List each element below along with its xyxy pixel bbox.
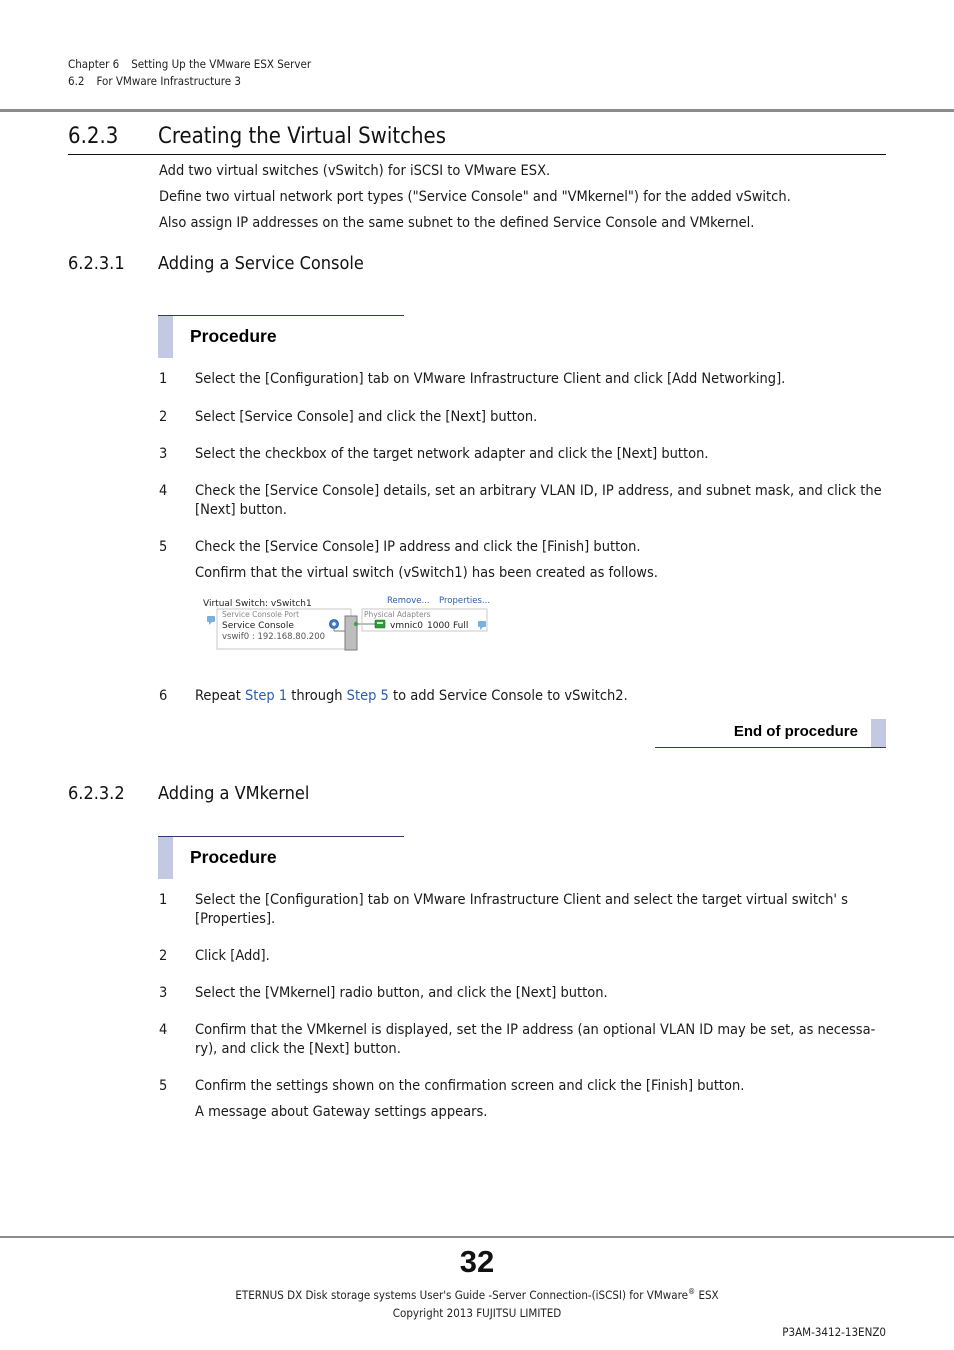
running-header-section: 6.2 For VMware Infrastructure 3 [68, 74, 241, 88]
vswitch-screenshot [199, 592, 491, 654]
port-name: Service Console [222, 621, 294, 631]
intro-paragraph-1: Add two virtual switches (vSwitch) for iSCSI to VMware ESX. [159, 163, 551, 179]
section-number: 6.2.3 [68, 124, 119, 149]
end-of-procedure-label: End of procedure [733, 723, 858, 740]
intro-paragraph-2: Define two virtual network port types ("Service Console" and "VMkernel") for the added vSwitch. [159, 189, 791, 205]
footer-copyright: Copyright 2013 FUJITSU LIMITED [392, 1306, 562, 1320]
remove-link[interactable]: Remove... [387, 596, 430, 606]
step-1-link[interactable]: Step 1 [245, 688, 288, 704]
header-rule [0, 109, 954, 112]
procedure-label: Procedure [190, 847, 277, 867]
section-title: Creating the Virtual Switches [158, 124, 447, 149]
footer-rule [0, 1236, 954, 1238]
running-header-chapter: Chapter 6 Setting Up the VMware ESX Server [68, 57, 312, 71]
link-status-dot [354, 622, 358, 626]
nic-duplex: Full [453, 621, 469, 631]
nic-name: vmnic0 [390, 621, 423, 631]
procedure-label: Procedure [190, 326, 277, 346]
comment-icon [207, 616, 215, 625]
intro-paragraph-3: Also assign IP addresses on the same subnet to the defined Service Console and VMkernel. [159, 215, 755, 231]
vswif-address: vswif0 : 192.168.80.200 [222, 632, 326, 642]
end-of-procedure [655, 719, 886, 748]
footer-guide-title: ETERNUS DX Disk storage systems User's Guide -Server Connection-(iSCSI) for VMware® ESX [235, 1287, 719, 1302]
properties-link[interactable]: Properties... [439, 596, 491, 606]
section-heading [68, 123, 886, 155]
subsection-title: Adding a VMkernel [158, 783, 310, 804]
port-group-label: Service Console Port [222, 610, 300, 619]
end-accent-bar [871, 719, 886, 747]
comment-icon [478, 621, 486, 630]
procedure-accent-bar [158, 837, 173, 879]
subsection-heading-service-console [68, 253, 364, 274]
subsection-title: Adding a Service Console [158, 253, 364, 274]
document-code: P3AM-3412-13ENZ0 [782, 1325, 886, 1339]
step-5-link[interactable]: Step 5 [346, 688, 389, 704]
subsection-number: 6.2.3.1 [68, 253, 125, 274]
vswitch-bar [345, 616, 357, 650]
physical-adapters-label: Physical Adapters [364, 610, 431, 619]
procedure-header [158, 836, 404, 879]
vswitch-title: Virtual Switch: vSwitch1 [203, 599, 312, 609]
procedure-accent-bar [158, 316, 173, 358]
nic-icon [375, 620, 385, 628]
page-number: 32 [459, 1244, 495, 1279]
network-port-icon [330, 620, 339, 629]
subsection-number: 6.2.3.2 [68, 783, 125, 804]
subsection-heading-vmkernel [68, 783, 310, 804]
nic-speed: 1000 [427, 621, 450, 631]
procedure-header [158, 315, 404, 358]
